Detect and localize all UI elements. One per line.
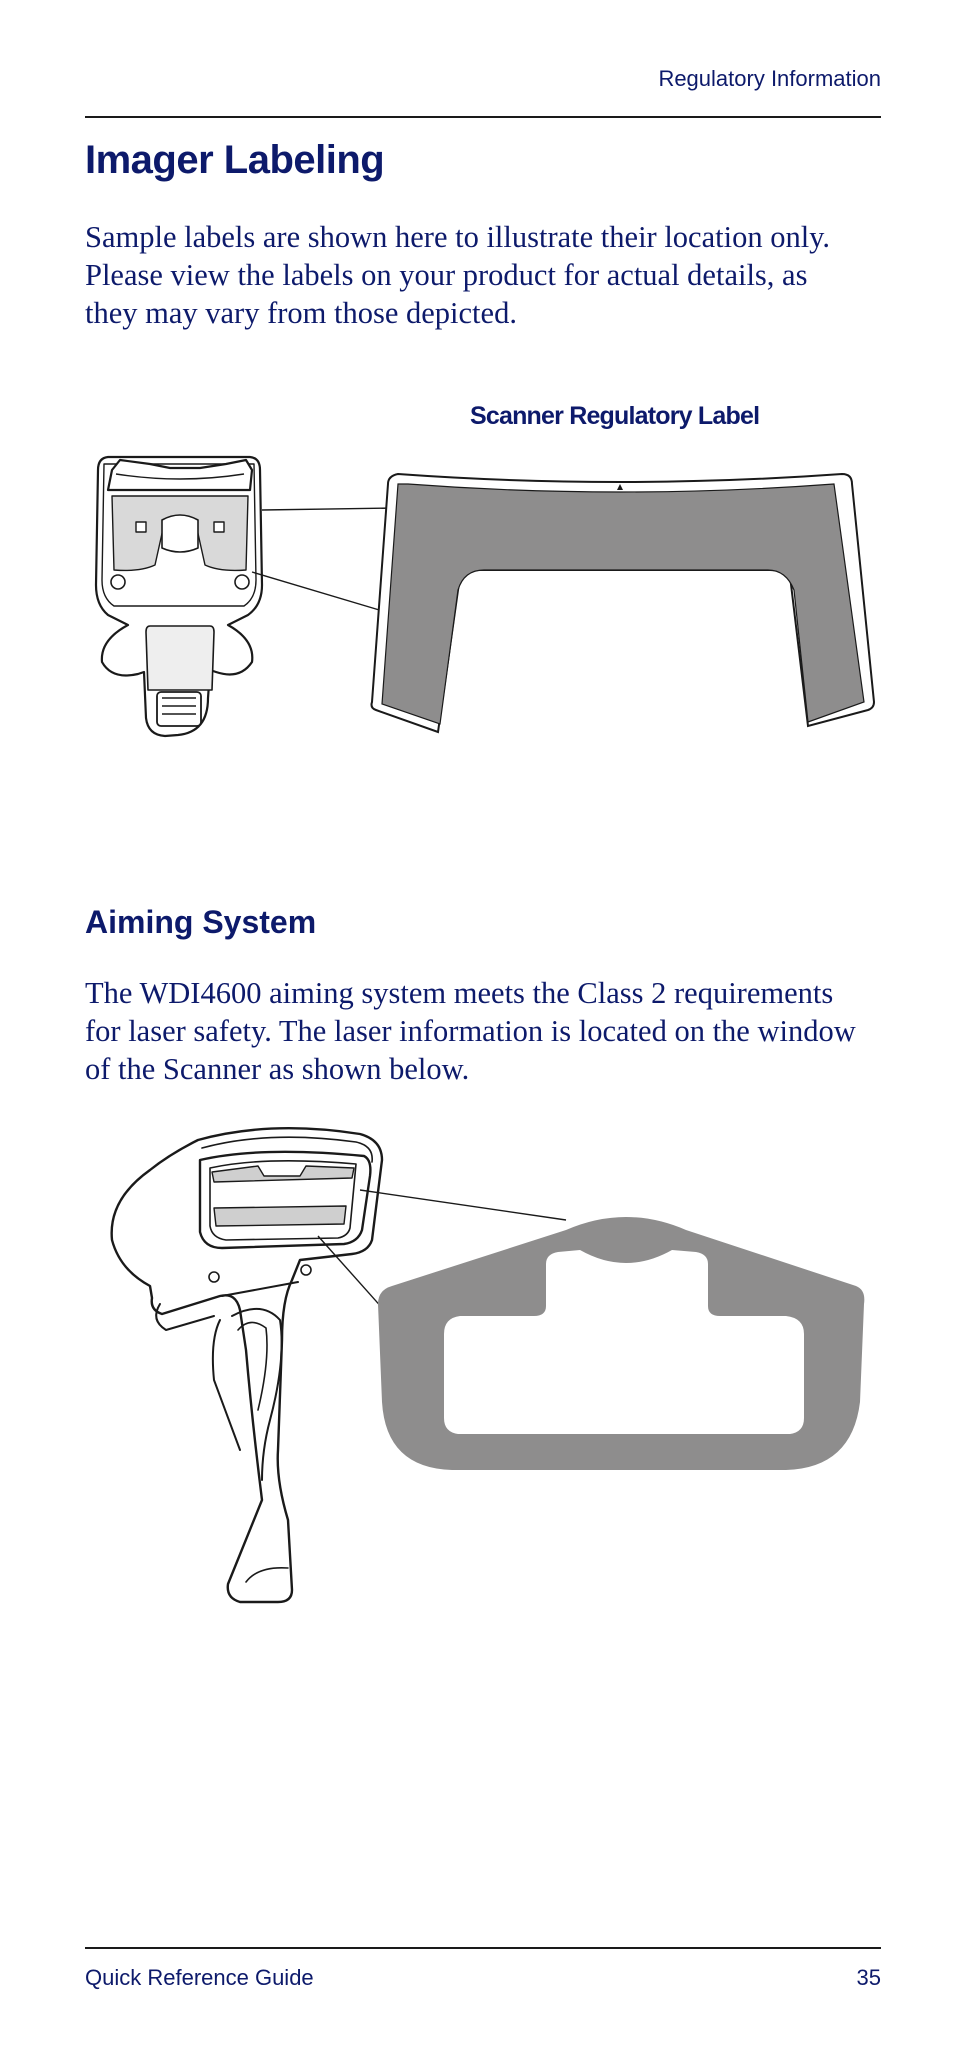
paragraph-line: The WDI4600 aiming system meets the Class 2 requirements — [85, 976, 834, 1010]
scanner-base-icon — [96, 457, 262, 736]
imager-labeling-heading: Imager Labeling — [85, 138, 385, 182]
paragraph-line: Sample labels are shown here to illustrate their location only. — [85, 220, 831, 254]
running-header: Regulatory Information — [658, 66, 881, 91]
regulatory-label-figure — [0, 440, 954, 770]
header-rule — [85, 116, 881, 118]
paragraph-line: Please view the labels on your product for actual details, as — [85, 258, 808, 292]
handheld-scanner-icon — [112, 1128, 382, 1602]
window-label-figure — [0, 1120, 954, 1610]
leader-line — [262, 508, 398, 510]
figure-caption: Scanner Regulatory Label — [470, 402, 760, 430]
paragraph-line: for laser safety. The laser information is located on the window — [85, 1014, 856, 1048]
page-number: 35 — [856, 1965, 881, 1990]
footer-guide-title: Quick Reference Guide — [85, 1965, 314, 1990]
regulatory-label-icon — [372, 474, 875, 732]
footer-rule — [85, 1947, 881, 1949]
leader-line — [252, 572, 386, 612]
paragraph-line: they may vary from those depicted. — [85, 296, 517, 330]
leader-line — [360, 1190, 566, 1220]
aiming-system-paragraph — [85, 974, 885, 1088]
imager-labeling-paragraph — [85, 218, 885, 332]
window-label-icon — [378, 1217, 864, 1470]
paragraph-line: of the Scanner as shown below. — [85, 1052, 470, 1086]
aiming-system-heading: Aiming System — [85, 904, 317, 940]
